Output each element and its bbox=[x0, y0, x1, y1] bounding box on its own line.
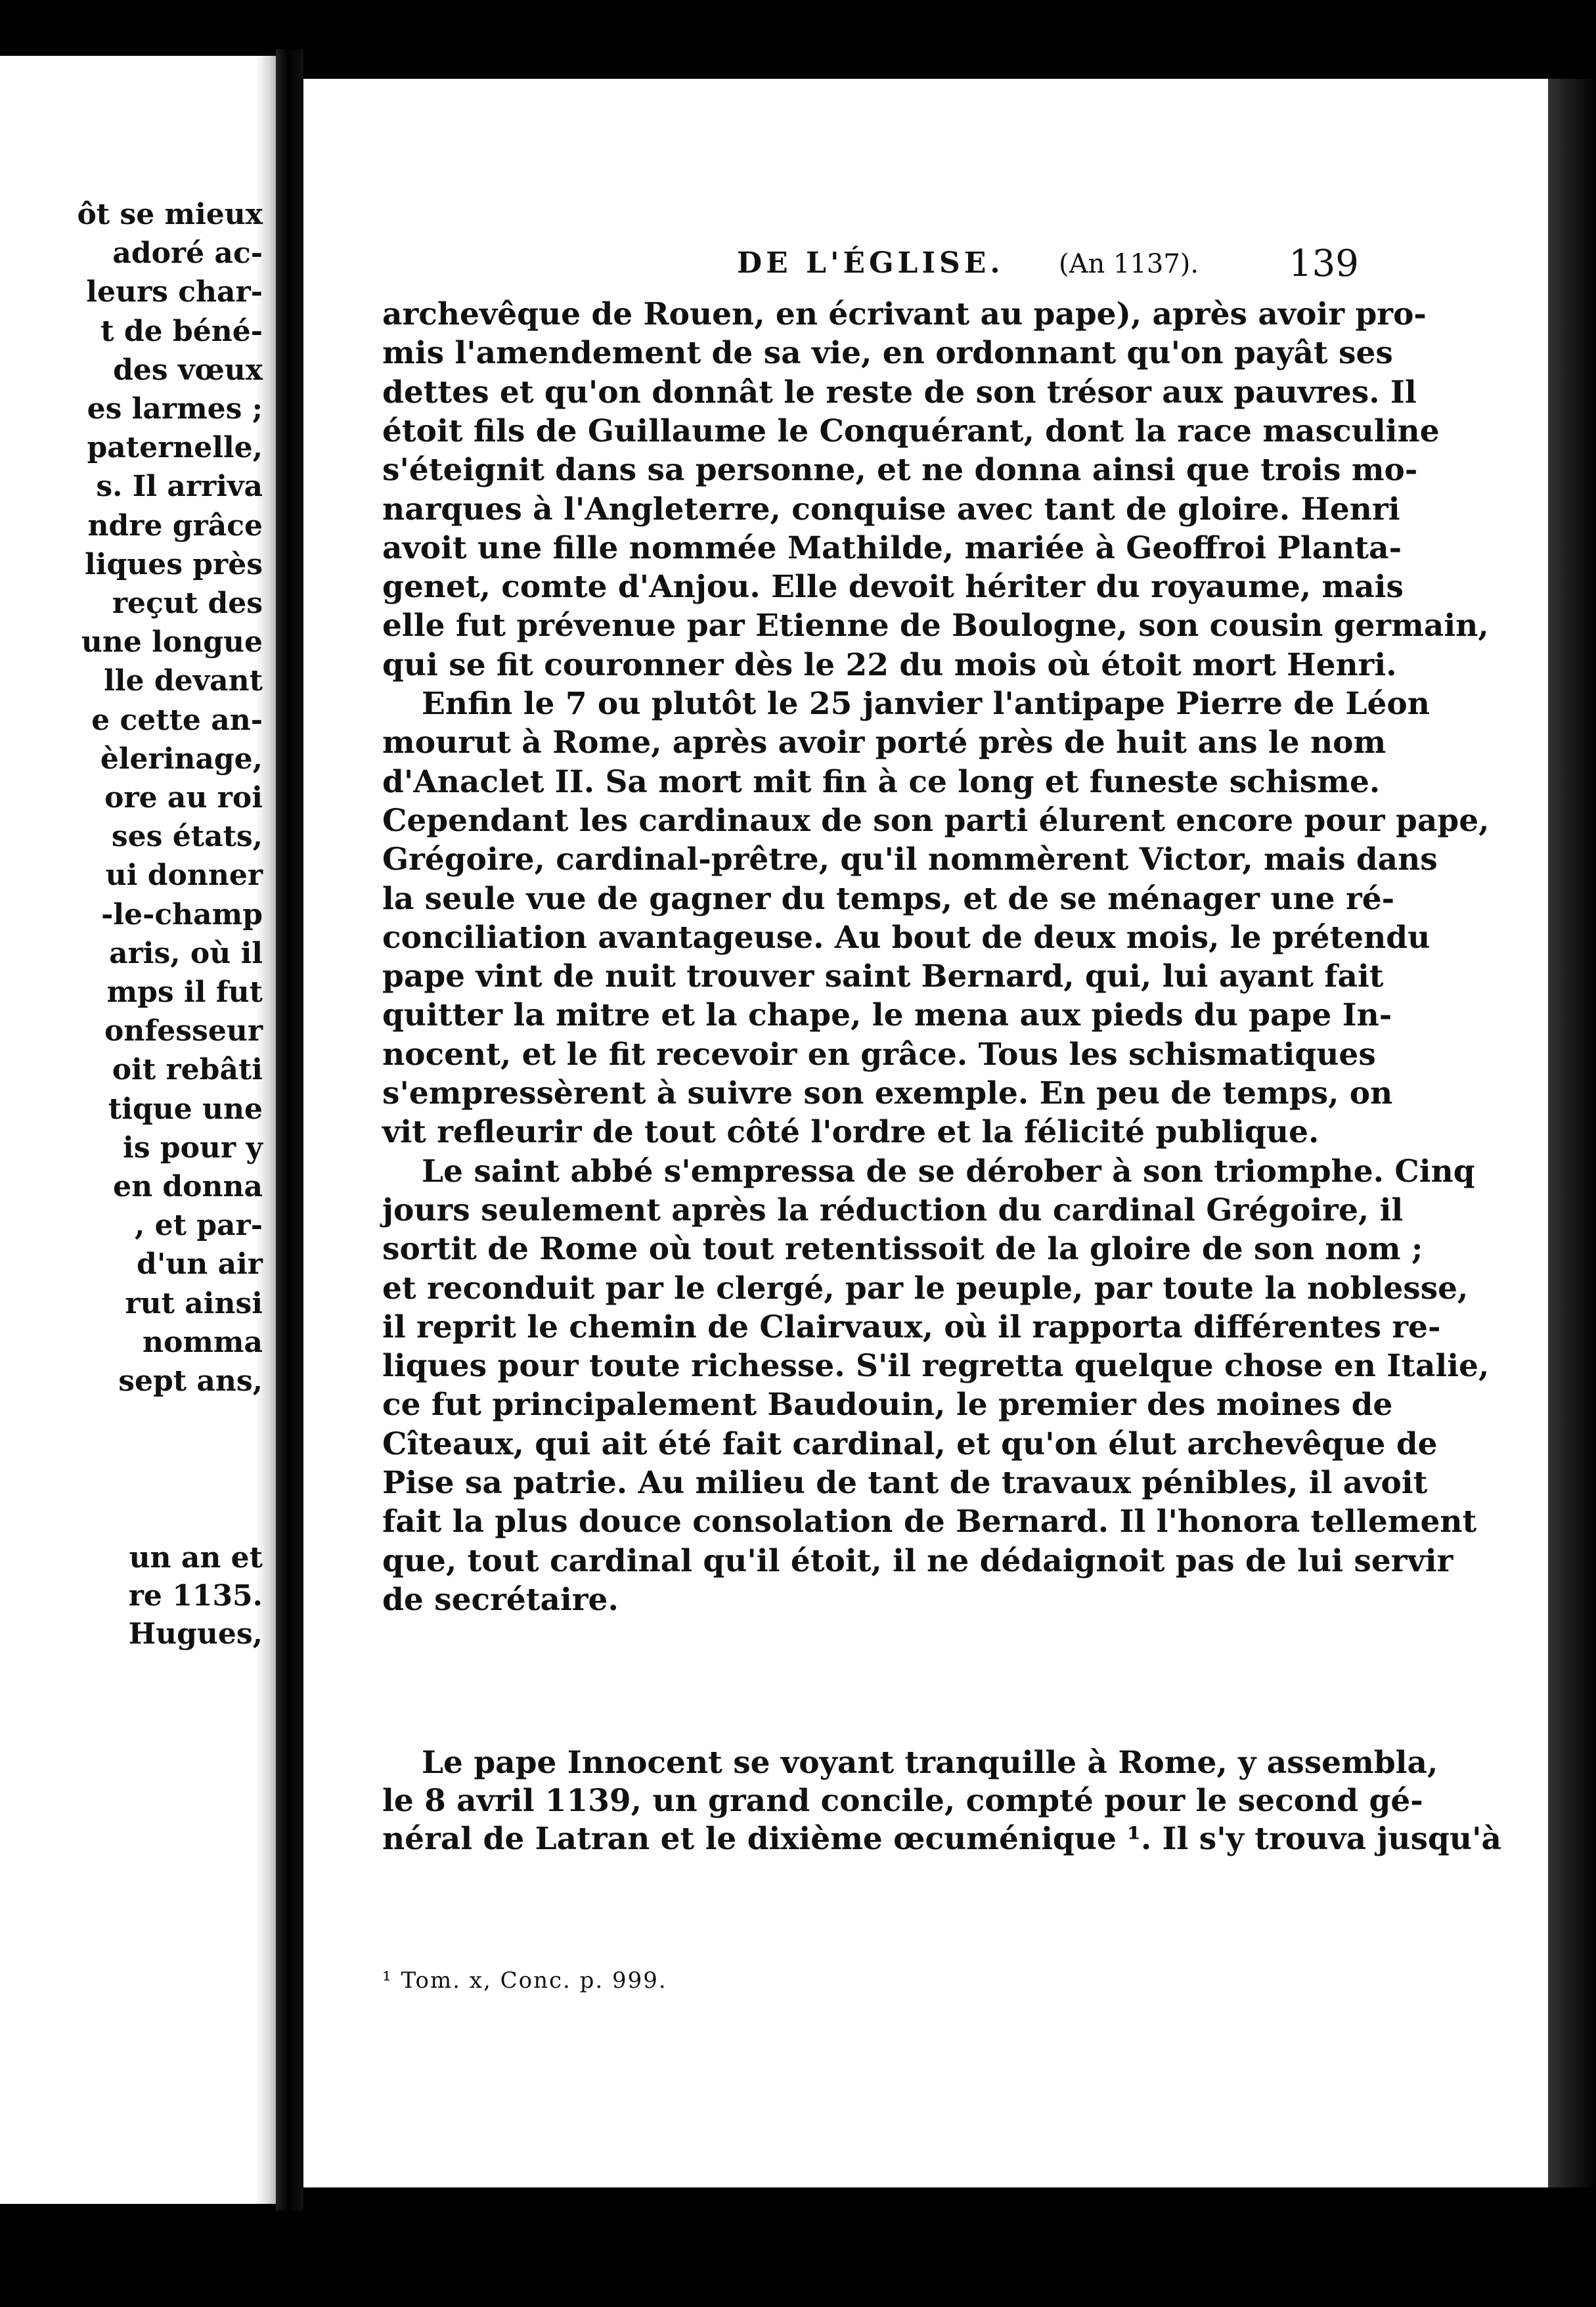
left-page-line: sept ans, bbox=[118, 1364, 263, 1398]
body-line: conciliation avantageuse. Au bout de deux mois, le prétendu bbox=[382, 919, 1430, 956]
left-page-line: reçut des bbox=[112, 587, 263, 620]
body-line: la seule vue de gagner du temps, et de se ménager une ré- bbox=[382, 880, 1395, 917]
body-line: Le pape Innocent se voyant tranquille à Rome, y assembla, bbox=[422, 1745, 1438, 1781]
body-line: avoit une fille nommée Mathilde, mariée à Geoffroi Planta- bbox=[382, 529, 1402, 566]
body-line: nocent, et le fit recevoir en grâce. Tous les schismatiques bbox=[382, 1036, 1376, 1073]
body-line: quitter la mitre et la chape, le mena aux pieds du pape In- bbox=[382, 997, 1392, 1034]
left-page-line: lle devant bbox=[104, 664, 263, 698]
body-line: Pise sa patrie. Au milieu de tant de travaux pénibles, il avoit bbox=[382, 1465, 1428, 1501]
left-facing-page bbox=[0, 56, 276, 2204]
left-page-line: paternelle, bbox=[87, 431, 263, 465]
left-page-line: tique une bbox=[108, 1092, 263, 1126]
left-page-line: èlerinage, bbox=[100, 742, 263, 776]
body-line: genet, comte d'Anjou. Elle devoit hériter du royaume, mais bbox=[382, 569, 1404, 606]
running-header bbox=[303, 242, 1548, 286]
left-page-line: e cette an- bbox=[91, 703, 263, 737]
left-page-line: ore au roi bbox=[104, 781, 263, 815]
left-page-line: aris, où il bbox=[109, 936, 263, 970]
left-page-line: mps il fut bbox=[106, 975, 263, 1009]
body-line: il reprit le chemin de Clairvaux, où il rapporta différentes re- bbox=[382, 1309, 1441, 1345]
body-line: fait la plus douce consolation de Bernard. Il l'honora tellement bbox=[382, 1504, 1477, 1540]
body-line: Le saint abbé s'empressa de se dérober à son triomphe. Cinq bbox=[422, 1153, 1475, 1190]
body-line: étoit fils de Guillaume le Conquérant, dont la race masculine bbox=[382, 413, 1440, 449]
left-page-line: d'un air bbox=[137, 1247, 263, 1282]
body-line: liques pour toute richesse. S'il regretta quelque chose en Italie, bbox=[382, 1348, 1490, 1385]
left-page-line: oit rebâti bbox=[112, 1053, 263, 1087]
body-line: et reconduit par le clergé, par le peuple, par toute la noblesse, bbox=[382, 1270, 1469, 1307]
body-line: Enfin le 7 ou plutôt le 25 janvier l'antipape Pierre de Léon bbox=[422, 686, 1430, 722]
left-page-line: re 1135. bbox=[128, 1579, 263, 1613]
left-page-line: des vœux bbox=[113, 353, 263, 387]
header-title: DE L'ÉGLISE. bbox=[737, 246, 1004, 280]
left-page-line: ndre grâce bbox=[87, 508, 263, 543]
body-line: s'empressèrent à suivre son exemple. En peu de temps, on bbox=[382, 1075, 1393, 1111]
left-page-line: , et par- bbox=[135, 1209, 263, 1243]
left-page-line: Hugues, bbox=[128, 1617, 263, 1651]
left-page-line: -le-champ bbox=[101, 897, 263, 931]
left-page-line: rut ainsi bbox=[125, 1286, 263, 1320]
left-page-line: s. Il arriva bbox=[96, 470, 263, 504]
book-gutter bbox=[276, 49, 303, 2210]
body-line: elle fut prévenue par Etienne de Boulogne, son cousin germain, bbox=[382, 608, 1489, 644]
left-page-line: adoré ac- bbox=[112, 236, 263, 271]
left-page-line: is pour y bbox=[123, 1131, 263, 1165]
left-page-line: une longue bbox=[81, 625, 263, 660]
body-line: d'Anaclet II. Sa mort mit fin à ce long et funeste schisme. bbox=[382, 763, 1381, 800]
body-line: le 8 avril 1139, un grand concile, compté pour le second gé- bbox=[382, 1783, 1423, 1819]
left-page-line: en donna bbox=[113, 1170, 263, 1203]
left-page-line: onfesseur bbox=[104, 1014, 263, 1048]
right-page bbox=[303, 79, 1548, 2187]
left-page-line: ui donner bbox=[105, 859, 263, 893]
body-line: mis l'amendement de sa vie, en ordonnant qu'on payât ses bbox=[382, 335, 1393, 372]
body-line: dettes et qu'on donnât le reste de son trésor aux pauvres. Il bbox=[382, 374, 1417, 411]
body-line: pape vint de nuit trouver saint Bernard, qui, lui ayant fait bbox=[382, 958, 1384, 995]
left-page-line: ses états, bbox=[111, 820, 263, 854]
body-line: que, tout cardinal qu'il étoit, il ne dédaignoit pas de lui servir bbox=[382, 1542, 1453, 1579]
body-line: Cîteaux, qui ait été fait cardinal, et qu'on élut archevêque de bbox=[382, 1425, 1438, 1462]
left-page-line: liques près bbox=[85, 547, 263, 581]
left-page-line: es larmes ; bbox=[87, 392, 263, 426]
header-year: (An 1137). bbox=[1059, 249, 1199, 279]
footnote: ¹ Tom. x, Conc. p. 999. bbox=[382, 1967, 667, 1994]
body-line: sortit de Rome où tout retentissoit de la gloire de son nom ; bbox=[382, 1231, 1423, 1268]
body-line: s'éteignit dans sa personne, et ne donna ainsi que trois mo- bbox=[382, 452, 1418, 489]
left-page-line: un an et bbox=[129, 1541, 263, 1575]
body-line: qui se fit couronner dès le 22 du mois où étoit mort Henri. bbox=[382, 646, 1397, 683]
body-line: vit refleurir de tout côté l'ordre et la félicité publique. bbox=[382, 1114, 1319, 1151]
left-page-line: nomma bbox=[143, 1325, 263, 1359]
body-line: mourut à Rome, après avoir porté près de huit ans le nom bbox=[382, 725, 1386, 761]
left-page-line: t de béné- bbox=[100, 314, 263, 348]
body-line: ce fut principalement Baudouin, le premier des moines de bbox=[382, 1387, 1393, 1423]
body-line: néral de Latran et le dixième œcuménique ¹. Il s'y trouva jusqu'à bbox=[382, 1821, 1501, 1857]
body-line: narques à l'Angleterre, conquise avec tant de gloire. Henri bbox=[382, 491, 1400, 527]
body-line: Cependant les cardinaux de son parti élurent encore pour pape, bbox=[382, 802, 1490, 839]
body-line: jours seulement après la réduction du cardinal Grégoire, il bbox=[382, 1192, 1404, 1228]
right-border bbox=[1548, 79, 1596, 2187]
page-number: 139 bbox=[1289, 242, 1359, 285]
left-page-line: leurs char- bbox=[86, 275, 263, 309]
body-line: Grégoire, cardinal-prêtre, qu'il nommèrent Victor, mais dans bbox=[382, 841, 1438, 878]
left-page-line: ôt se mieux bbox=[77, 198, 263, 231]
body-line: de secrétaire. bbox=[382, 1581, 619, 1618]
body-line: archevêque de Rouen, en écrivant au pape), après avoir pro- bbox=[382, 296, 1427, 332]
